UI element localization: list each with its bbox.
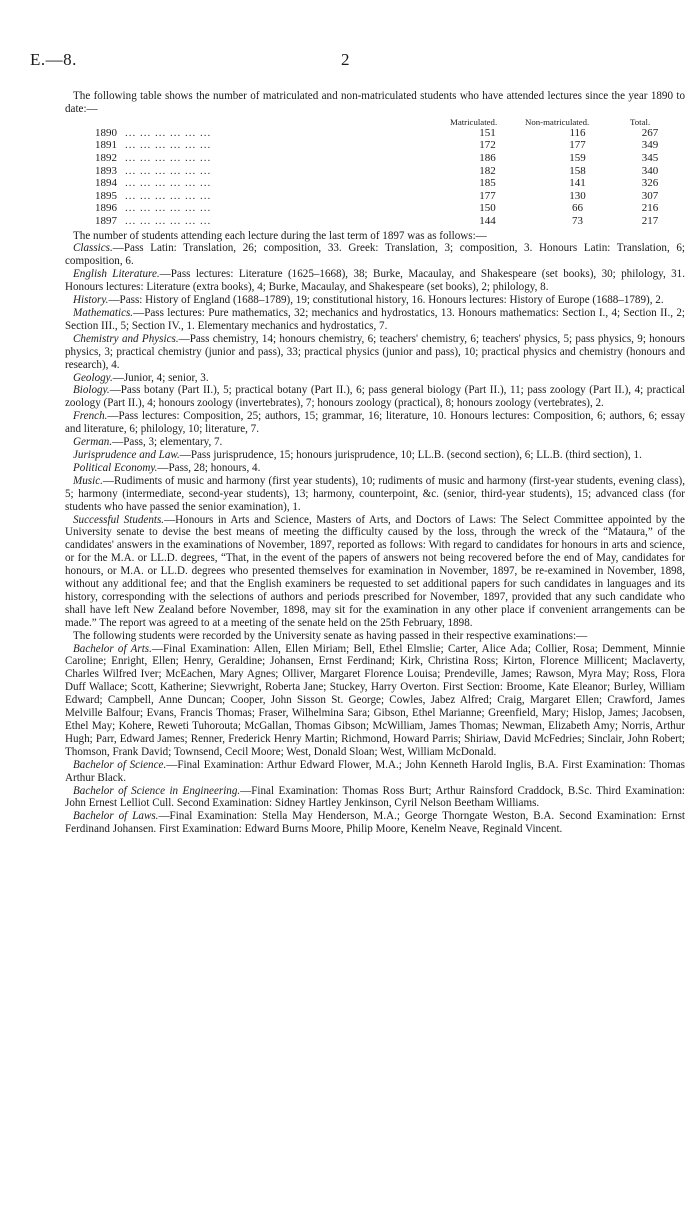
section-paragraph <box>65 785 685 811</box>
section-heading: Geology. <box>73 371 113 384</box>
matriculated-cell: 185 <box>479 177 496 190</box>
matriculated-cell: 182 <box>479 164 496 177</box>
page-number: 2 <box>341 50 350 69</box>
section-heading: English Literature. <box>73 268 160 281</box>
table-row <box>65 215 685 228</box>
year-cell: 1893 <box>95 164 117 177</box>
matriculated-cell: 177 <box>479 189 496 202</box>
table-row <box>65 202 685 215</box>
table-row <box>65 165 685 178</box>
section-paragraph <box>65 242 685 268</box>
table-body <box>65 127 685 228</box>
section-heading: French. <box>73 410 108 423</box>
section-heading: Bachelor of Laws. <box>73 810 159 823</box>
non-matriculated-cell: 158 <box>569 164 586 177</box>
section-text: —Pass, 3; elementary, 7. <box>112 436 223 449</box>
non-matriculated-cell: 177 <box>569 139 586 152</box>
year-cell: 1897 <box>95 214 117 227</box>
section-heading: Political Economy. <box>73 461 158 474</box>
table-intro: The following table shows the number of matriculated and non-matriculated students who have attended lectures since the year 1890 to date:— <box>65 90 685 115</box>
section-heading: History. <box>73 294 109 307</box>
total-cell: 216 <box>641 202 659 215</box>
section-text: —Final Examination: Allen, Ellen Miriam; Bell, Ethel Elmslie; Carter, Alice Ada; Collier, Rosa; Demment, Minnie Caroline; Enright, Ellen; Henry, Geraldine; Johansen, Ernst Ferdinand; Kirk, Christina Ross; Kirton, Florence Millicent; Maclaverty, Charles Wilfred Iver; McEachen, Mary Agnes; Olliver, Margaret Florence Louisa; Prendeville, James; Rawson, Myra May; Ross, Flora Duff Wallace; Scott, Katherine; Sievwright, Roberta Jane; Stuckey, Harry Overton. First Section: Broome, Kate Eleanor; Burley, William Edward; Campbell, Anne Duncan; Cooper, John Sisson St. George; Cowles, Jabez Alfred; Craig, Margaret Ellen; Crawford, James Melville Balfour; Evans, Francis Thomas; Fraser, Wilhelmina Sara; Gibson, Ethel Marianne; Greenfield, Mary; Hislop, James; Jacobsen, Ethel May; Kohere, Reweti Tuhorouta; McGallan, Thomas Gibson; McWilliam, James Thomas; Newman, Elizabeth Amy; Norris, Arthur Hugh; Parr, Edward James; Renner, Frederick Henry Martin; Richmond, Howard Parris; Shiriaw, David McFedries; Sinclair, John Robert; Thomson, Frank David; Townsend, Cecil Moore; West, Donald Sloan; West, William McDonald. <box>65 642 685 758</box>
section-text: —Rudiments of music and harmony (first year students), 10; rudiments of music and harmony (first-year students, evening class), 5; harmony (intermediate, second-year students), 13; harmony, counterpoint, &c. (senior, third-year students), 15; advanced class (for students who have passed the senior examination), 1. <box>65 474 685 513</box>
leader-dots: ... ... ... ... ... ... <box>125 214 212 227</box>
document-code: E.—8. <box>30 50 77 69</box>
total-cell: 267 <box>641 126 659 139</box>
section-paragraph <box>65 462 685 475</box>
section-paragraph <box>65 333 685 372</box>
year-cell: 1896 <box>95 202 117 215</box>
col-matriculated: Matriculated. <box>450 116 498 127</box>
section-text: —Pass jurisprudence, 15; honours jurisprudence, 10; LL.B. (second section), 6; LL.B. (third section), 1. <box>179 448 642 461</box>
leader-dots: ... ... ... ... ... ... <box>125 139 212 152</box>
section-text: —Honours in Arts and Science, Masters of Arts, and Doctors of Laws: The Select Committee appointed by the University senate to devise the best means of meeting the difficulty caused by the loss, through the wreck of the “Mataura,” of the candidates' answers in the examinations of November, 1897, reported as follows: With regard to candidates for honours in arts and science, or for the M.A. or LL.D. degrees, “That, in the event of the papers of answers not being recovered before the end of May, candidates for honours, or M.A. or LL.D. degrees who presented themselves for examination in November, 1897, be re-examined in November, 1898, without any additional fee; and that the English examiners be requested to set additional papers for such candidates in languages and its history, corresponding with the selections of authors and periods prescribed for November, 1897, provided that any such candidate who shall have left New Zealand before November, 1898, may sit for the examination in any other place if convenient arrangements can be made.” The report was agreed to at a meeting of the senate held on the 25th February, 1898. <box>65 513 685 629</box>
section-text: —Pass, 28; honours, 4. <box>157 461 261 474</box>
section-text: —Pass Latin: Translation, 26; composition, 33. Greek: Translation, 3; composition, 3. Honours Latin: Translation, 6; composition, 6. <box>65 242 685 268</box>
leader-dots: ... ... ... ... ... ... <box>125 126 212 139</box>
section-paragraph <box>65 759 685 785</box>
section-text: —Pass: History of England (1688–1789), 19; constitutional history, 16. Honours lectures: History of Europe (1688–1789), 2. <box>108 294 664 307</box>
section-text: —Junior, 4; senior, 3. <box>112 371 209 384</box>
leader-dots: ... ... ... ... ... ... <box>125 202 212 215</box>
section-paragraph <box>65 372 685 385</box>
section-paragraph <box>65 410 685 436</box>
leader-dots: ... ... ... ... ... ... <box>125 177 212 190</box>
table-row <box>65 152 685 165</box>
enrolment-table <box>65 117 685 228</box>
table-row <box>65 127 685 140</box>
non-matriculated-cell: 130 <box>569 189 586 202</box>
section-heading: Mathematics. <box>73 307 134 319</box>
section-paragraph <box>65 643 685 759</box>
year-cell: 1892 <box>95 152 117 164</box>
total-cell: 349 <box>641 139 659 152</box>
section-heading: Biology. <box>73 384 110 397</box>
section-paragraph <box>65 810 685 836</box>
total-cell: 307 <box>641 189 659 202</box>
lecture-intro: The number of students attending each lecture during the last term of 1897 was as follows:— <box>73 229 487 242</box>
section-text: —Final Examination: Thomas Ross Burt; Arthur Rainsford Craddock, B.Sc. Third Examination: John Ernest Lelliot Cull. Second Examination: Sidney Hartley Jenkinson, Cyril Nelson Beetham Williams. <box>65 784 685 810</box>
section-text: The following students were recorded by the University senate as having passed in their respective examinations:— <box>73 629 588 642</box>
section-text: —Final Examination: Arthur Edward Flower, M.A.; John Kenneth Harold Inglis, B.A. First Examination: Thomas Arthur Black. <box>65 758 685 784</box>
section-heading: Bachelor of Science. <box>73 758 167 771</box>
col-total: Total. <box>630 116 651 127</box>
leader-dots: ... ... ... ... ... ... <box>125 152 212 164</box>
total-cell: 340 <box>641 164 659 177</box>
section-heading: German. <box>73 436 113 449</box>
year-cell: 1891 <box>95 139 117 152</box>
non-matriculated-cell: 141 <box>569 177 586 190</box>
non-matriculated-cell: 66 <box>572 202 583 215</box>
matriculated-cell: 151 <box>479 126 496 139</box>
section-paragraph <box>65 384 685 410</box>
section-heading: Successful Students. <box>73 513 165 526</box>
section-heading: Classics. <box>73 242 113 255</box>
matriculated-cell: 144 <box>479 214 496 227</box>
year-cell: 1895 <box>95 189 117 202</box>
section-text: —Pass lectures: Composition, 25; authors, 15; grammar, 16; literature, 10. Honours lectures: Composition, 6; authors, 6; essay and literature, 6; philology, 10; literature, 7. <box>65 410 685 436</box>
table-row <box>65 139 685 152</box>
matriculated-cell: 172 <box>479 139 496 152</box>
lecture-sections <box>65 242 685 836</box>
table-row <box>65 190 685 203</box>
section-paragraph <box>65 514 685 630</box>
matriculated-cell: 150 <box>479 202 496 215</box>
section-heading: Music. <box>73 474 103 487</box>
section-text: —Pass lectures: Literature (1625–1668), 38; Burke, Macaulay, and Shakespeare (set books), 30; philology, 31. Honours lectures: Literature (extra books), 4; Burke, Macaulay, and Shakespeare (set books), 2; philology, 8. <box>65 268 685 294</box>
section-heading: Chemistry and Physics. <box>73 332 179 345</box>
section-paragraph <box>65 449 685 462</box>
section-paragraph <box>65 436 685 449</box>
col-non-matriculated: Non-matriculated. <box>525 116 590 127</box>
section-paragraph <box>65 630 685 643</box>
section-paragraph <box>65 268 685 294</box>
leader-dots: ... ... ... ... ... ... <box>125 189 212 202</box>
table-row <box>65 177 685 190</box>
total-cell: 326 <box>641 177 659 190</box>
non-matriculated-cell: 116 <box>569 126 586 139</box>
total-cell: 217 <box>641 214 659 227</box>
table-header <box>65 117 685 127</box>
matriculated-cell: 186 <box>479 152 496 164</box>
section-text: —Pass chemistry, 14; honours chemistry, 6; teachers' chemistry, 6; teachers' physics, 5; pass physics, 9; honours physics, 3; practical chemistry (junior and pass), 33; practical physics (junior and pass), 10; practical physics and chemistry (honours and research), 4. <box>65 332 685 371</box>
page-header <box>30 50 670 78</box>
section-paragraph <box>65 294 685 307</box>
section-text: —Final Examination: Stella May Henderson, M.A.; George Thorngate Weston, B.A. Second Examination: Ernst Ferdinand Johansen. First Examination: Edward Burns Moore, Philip Moore, Kenelm Neave, Reginald Vincent. <box>65 810 685 836</box>
non-matriculated-cell: 159 <box>569 152 586 164</box>
year-cell: 1890 <box>95 126 117 139</box>
section-text: —Pass botany (Part II.), 5; practical botany (Part II.), 6; pass general biology (Part II.), 11; pass zoology (Part II.), 4; practical zoology (Part II.), 4; honours zoology (invertebrates), 7; honours zoology (practical), 8; honours zoology (vertebrates), 2. <box>65 384 685 410</box>
page-body <box>65 90 685 836</box>
section-heading: Jurisprudence and Law. <box>73 448 180 461</box>
non-matriculated-cell: 73 <box>572 214 583 227</box>
section-text: —Pass lectures: Pure mathematics, 32; mechanics and hydrostatics, 13. Honours mathematics: Section I., 4; Section II., 2; Section III., 5; Section IV., 1. Elementary mechanics and hydrostatics, 7. <box>65 307 685 332</box>
total-cell: 345 <box>641 152 659 164</box>
section-heading: Bachelor of Science in Engineering. <box>73 784 241 797</box>
leader-dots: ... ... ... ... ... ... <box>125 164 212 177</box>
year-cell: 1894 <box>95 177 117 190</box>
section-paragraph <box>65 475 685 514</box>
section-paragraph <box>65 307 685 333</box>
section-heading: Bachelor of Arts. <box>73 642 152 655</box>
